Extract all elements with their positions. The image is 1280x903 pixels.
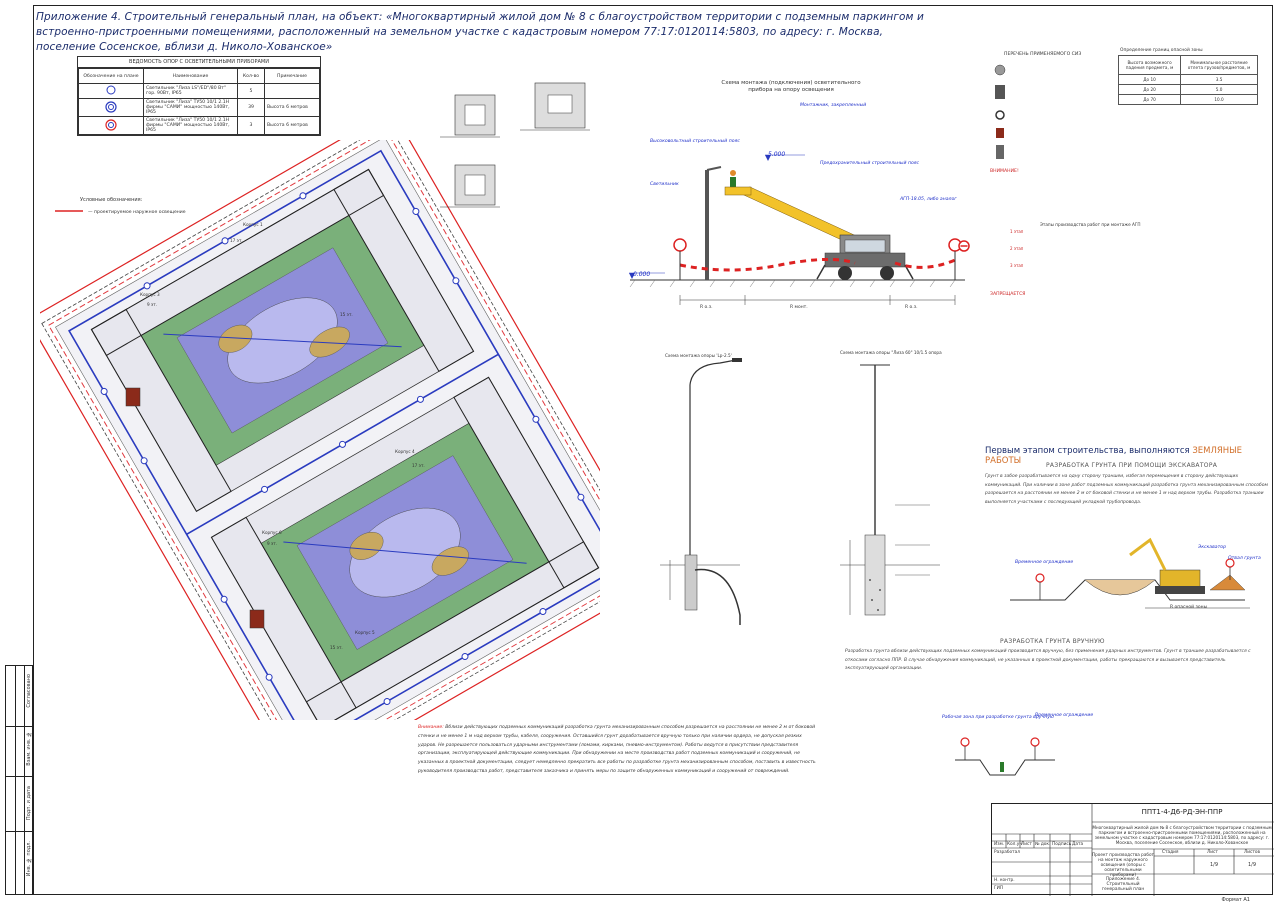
- col-sign: Подпись: [1052, 842, 1072, 847]
- building-label: Корпус 6: [262, 530, 282, 535]
- building-floors: 15 эт.: [340, 312, 353, 317]
- label-high-belt: Высоковольтный строительный пояс: [650, 139, 740, 144]
- manual-label-zone: Рабочая зона при разработке грунта вручную: [942, 715, 1054, 720]
- excavator-label-dump: Отвал грунта: [1228, 556, 1261, 561]
- manual-subheading: РАЗРАБОТКА ГРУНТА ВРУЧНУЮ: [1000, 638, 1105, 645]
- stage-1: 1 этап: [1010, 229, 1024, 234]
- label-light: Светильник: [650, 182, 679, 187]
- format-label: Формат А1: [1221, 897, 1250, 903]
- label-safety-belt: Предохранительный строительный пояс: [820, 161, 920, 166]
- strip-label-replace: Взам. инв. №: [26, 731, 32, 766]
- doc-sheet-name: Приложение 4. Строительный генеральный план: [1101, 877, 1145, 892]
- doc-description: Многоквартирный жилой дом № 8 с благоустройством территории с подземным паркингом и встроенно-пристроенными помещениями, расположенный на земельном участке с кадастровым номером 77:17:0120114:5803, по адресу: г. Москва, поселение Сосенское, вблизи д. Николо-Хованское: [1092, 825, 1272, 845]
- excavator-text: Грунт в забое разрабатывается на одну сторону траншеи, избегая перемещения в сторону действующих коммуникаций. При наличии в зоне работ подземных коммуникаций разработка грунта механизированным способом разрешается на расстоянии не менее 2 м от боковой стенки и не менее 1 м над верхом трубы. Разработка траншеи выполняется участками с последующей укладкой трубопровода.: [985, 474, 1268, 505]
- cell: До 10: [1119, 75, 1181, 85]
- building-floors: 15 эт.: [330, 645, 343, 650]
- cell: 3.5: [1181, 75, 1258, 85]
- pole-drawings: [640, 355, 960, 645]
- table-row: [79, 84, 320, 99]
- legend-item: — проектируемое наружное освещение: [88, 210, 186, 215]
- drawing-title: Приложение 4. Строительный генеральный план, на объект: «Многоквартирный жилой дом № 8 с благоустройством территории с подземным паркингом и встроенно-пристроенными помещениями, расположенный на земельном участке с кадастровым номером 77:17:0120114:5803, по адресу: г. Москва, поселение Сосенское, вблизи д. Николо-Хованское»: [36, 11, 924, 53]
- role-developer: Разработал: [994, 850, 1021, 855]
- row-qty: 3: [238, 117, 265, 135]
- legend-title: Условные обозначения:: [80, 197, 143, 203]
- row-note: Высота 6 метров: [265, 117, 320, 135]
- pole-2-title: Схема монтажа опоры "Лиза 60" 10/1.5 опора: [840, 350, 942, 355]
- elevation-base: 0.000: [633, 271, 651, 278]
- sheet-number: 1/9: [1210, 862, 1219, 868]
- cell: 5.0: [1181, 85, 1258, 95]
- excavator-drawing: [1005, 520, 1255, 615]
- table-row: [1119, 85, 1258, 95]
- strip-label-sign: Подп. и дата: [26, 786, 32, 821]
- cell: 10.0: [1181, 95, 1258, 105]
- elevation-top: 5.000: [768, 151, 786, 158]
- row-qty: 5: [238, 84, 265, 99]
- col-doc: № док.: [1035, 842, 1051, 847]
- row-name: Светильник "Лиза" ТУ50 10/1 2.1H фирмы "САМИ" мощностью 140Вт, IP65: [144, 99, 238, 117]
- equipment-icons: [990, 60, 1010, 165]
- excavator-label-machine: Экскаватор: [1198, 545, 1227, 550]
- label-assembler: Монтажник, закрепленный: [800, 103, 867, 108]
- forbidden-title: ЗАПРЕЩАЕТСЯ: [990, 292, 1026, 297]
- building-floors: 9 эт.: [147, 302, 158, 307]
- stages-title: Этапы производства работ при монтаже АГП: [1040, 222, 1141, 227]
- table-row: [1119, 75, 1258, 85]
- excavator-label-fence: Временное ограждение: [1015, 560, 1074, 565]
- col-izm: Изм.: [994, 842, 1005, 847]
- doc-code: ППТ1-4-Д6-РД-ЭН-ППР: [1141, 808, 1223, 816]
- col-note: Примечание: [265, 69, 320, 84]
- no-entry-icon: [958, 240, 970, 252]
- manual-drawing: [950, 730, 1060, 780]
- cell: Минимальное расстояние отлета грузов/предметов, м: [1181, 56, 1258, 75]
- earthworks-heading-prefix: Первым этапом строительства, выполняются: [985, 446, 1193, 456]
- lift-schema: [625, 95, 970, 320]
- table-row: [79, 117, 320, 135]
- excavator-subheading: РАЗРАБОТКА ГРУНТА ПРИ ПОМОЩИ ЭКСКАВАТОРА: [1046, 462, 1218, 469]
- building-label: Корпус 1: [243, 222, 263, 227]
- dim-mid: R монт.: [790, 305, 808, 310]
- danger-zone-title: Определение границ опасной зоны: [1120, 48, 1203, 53]
- col-sheets: Листов: [1244, 850, 1261, 855]
- table-row: [1119, 95, 1258, 105]
- row-name: Светильник "Лиза" ТУ50 10/1 2.1H фирмы "САМИ" мощностью 140Вт, IP65: [144, 117, 238, 135]
- stage-2: 2 этап: [1010, 246, 1024, 251]
- binding-strip: [5, 665, 33, 895]
- cell: До 70: [1119, 95, 1181, 105]
- col-name: Наименование: [144, 69, 238, 84]
- excavation-note: [418, 724, 818, 777]
- equipment-title: ПЕРЕЧЕНЬ ПРИМЕНЯЕМОГО СИЗ: [1004, 52, 1082, 57]
- col-stage: Стадия: [1162, 850, 1179, 855]
- col-kol: Кол.уч: [1007, 842, 1022, 847]
- support-symbol-2-icon: [104, 101, 118, 113]
- support-symbol-3-icon: [104, 119, 118, 131]
- row-note: Высота 6 метров: [265, 99, 320, 117]
- label-truck: АГП-18.05, либо аналог: [900, 197, 957, 202]
- role-control: Н. контр.: [994, 878, 1015, 883]
- row-note: [265, 84, 320, 99]
- col-list: Лист: [1021, 842, 1032, 847]
- supports-table: [77, 56, 321, 136]
- building-floors: 9 эт.: [267, 541, 278, 546]
- excavator-zone: R опасной зоны: [1170, 605, 1208, 610]
- col-qty: Кол-во: [238, 69, 265, 84]
- dim-left: R о.з.: [700, 305, 713, 310]
- manual-label-fence: Временное ограждение: [1035, 713, 1094, 718]
- note-text: Вблизи действующих подземных коммуникаций разработка грунта механизированным способом разрешается на расстоянии не менее 2 м от боковой стенки и не менее 1 м над верхом трубы, кабеля, сооружения. Оставшийся грунт дорабатывается вручную только при наличии ордера, не допуская резких ударов. Не разрешается пользоваться ударными инструментами (ломами, кирками, пневмо-инструментом). Работы ведутся в присутствии представителя организации, эксплуатирующей действующие коммуникации. При обнаружении на месте производства работ подземных коммуникаций и сооружений, не указанных в проектной документации, следует немедленно прекратить все работы по разработке грунта механизированным способом, поставить в известность руководителя производства работ, представителя заказчика и принять меры по защите обнаруженных коммуникаций и сооружений от повреждений.: [418, 725, 816, 774]
- doc-work: Проект производства работ на монтаж наружного освещения (опоры с осветительными приборами): [1092, 852, 1154, 877]
- cell: Высота возможного падения предмета, м: [1119, 56, 1181, 75]
- lift-schema-title: Схема монтажа (подключения) осветительного прибора на опору освещения: [721, 80, 861, 93]
- table-row: [79, 99, 320, 117]
- dim-right: R о.з.: [905, 305, 918, 310]
- note-attention: Внимание:: [418, 725, 444, 730]
- building-label: Корпус 3: [140, 292, 160, 297]
- row-qty: 39: [238, 99, 265, 117]
- pole-1-title: Схема монтажа опоры 'Lp-2.5': [665, 353, 732, 358]
- col-symbol: Обозначение на плане: [79, 69, 144, 84]
- support-symbol-1-icon: [104, 85, 118, 95]
- danger-zone-table: [1118, 55, 1258, 105]
- building-floors: 17 эт.: [412, 463, 425, 468]
- sheets-count: 1/9: [1248, 862, 1257, 868]
- table-row: [1119, 56, 1258, 75]
- manual-text: Разработка грунта вблизи действующих подземных коммуникаций производится вручную, без применения ударных инструментов. Грунт в траншее разрабатывается с откосами согласно ППР. В случае обнаружения коммуникаций, не указанных в проектной документации, работы прекращаются и вызывается представитель эксплуатирующей организации.: [845, 649, 1251, 671]
- building-label: Корпус 5: [355, 630, 375, 635]
- strip-label-agreed: Согласовано: [26, 674, 32, 708]
- cell: До 20: [1119, 85, 1181, 95]
- building-floors: 17 эт.: [230, 238, 243, 243]
- title-block: [991, 803, 1273, 895]
- stage-3: 3 этап: [1010, 263, 1024, 268]
- role-gip: ГИП: [994, 886, 1004, 891]
- attention-title: ВНИМАНИЕ!: [990, 169, 1019, 174]
- cable-sections: [440, 75, 610, 220]
- strip-label-inv: Инв. № подл.: [26, 841, 32, 877]
- row-name: Светильник "Лиза LS"/ED"/80 Вт" гор. 90Вт, IP65: [144, 84, 238, 99]
- col-date: Дата: [1072, 842, 1084, 847]
- building-label: Корпус 4: [395, 449, 415, 454]
- site-plan: [40, 140, 600, 720]
- earthworks-heading-highlight: ЗЕМЛЯНЫЕ РАБОТЫ: [985, 446, 1243, 466]
- col-sheet: Лист: [1207, 850, 1218, 855]
- supports-table-caption: ВЕДОМОСТЬ ОПОР С ОСВЕТИТЕЛЬНЫМИ ПРИБОРАМИ: [78, 57, 320, 68]
